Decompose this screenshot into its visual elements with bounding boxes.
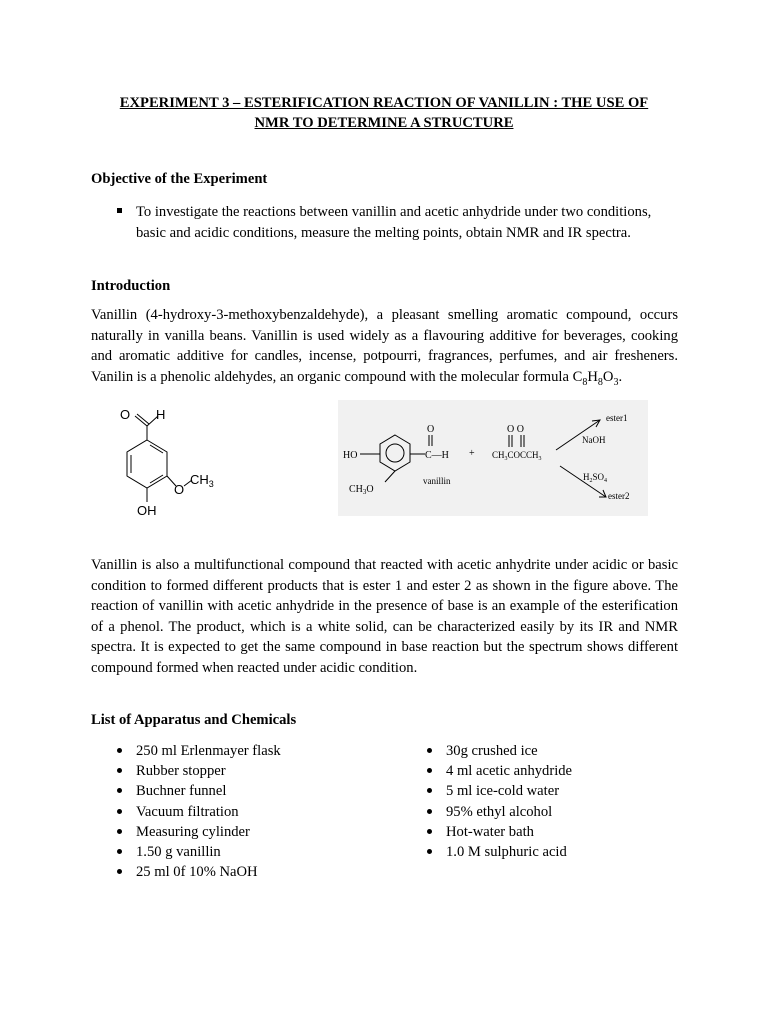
list-item: Hot-water bath (427, 822, 572, 842)
objective-heading: Objective of the Experiment (91, 171, 268, 187)
bullet-icon (427, 829, 432, 834)
bullet-icon (427, 748, 432, 753)
anhydride-oxygens: O O (507, 424, 524, 435)
carbonyl-o-label: O (427, 424, 435, 435)
apparatus-heading: List of Apparatus and Chemicals (91, 712, 297, 728)
list-item: Buchner funnel (117, 781, 281, 801)
molecular-formula: $C_8H_8O_3$. (572, 368, 623, 388)
methyl-label: $CH_3$ (190, 472, 214, 489)
experiment-title (80, 93, 688, 133)
list-item: 4 ml acetic anhydride (427, 761, 572, 781)
bullet-icon (117, 748, 122, 753)
bullet-icon (427, 809, 432, 814)
benzene-ring (127, 440, 167, 488)
bullet-icon (117, 849, 122, 854)
bullet-icon (117, 768, 122, 773)
objective-list (117, 202, 679, 243)
list-item: 250 ml Erlenmayer flask (117, 741, 281, 761)
atom-h-label: H (156, 407, 166, 422)
objective-text: To investigate the reactions between vanillin and acetic anhydride under two conditions, basic and acidic conditions, measure the melting points, obtain NMR and IR spectra. (136, 204, 652, 241)
vanillin-structure-figure (110, 396, 230, 521)
hydroxyl-label: OH (137, 503, 157, 518)
bullet-icon (427, 768, 432, 773)
bullet-icon (117, 869, 122, 874)
list-item: 25 ml 0f 10% NaOH (117, 862, 281, 882)
atom-o-label: O (120, 407, 131, 422)
list-item: Rubber stopper (117, 761, 281, 781)
plus-sign: + (469, 448, 475, 459)
apparatus-list-left (117, 741, 281, 882)
methoxy-label: $CH_3O$ (349, 484, 374, 496)
list-item: Vacuum filtration (117, 802, 281, 822)
ester1-label: ester1 (606, 413, 628, 423)
introduction-paragraph-1 (91, 305, 678, 387)
reaction-scheme-figure (338, 400, 648, 516)
list-item (117, 202, 679, 243)
introduction-heading: Introduction (91, 278, 171, 294)
acetic-anhydride-label: $CH_3COCCH_3$ (492, 450, 542, 462)
h2so4-label: $H_2SO_4$ (583, 472, 608, 484)
list-item: Measuring cylinder (117, 822, 281, 842)
ester2-label: ester2 (608, 491, 630, 501)
list-item: 95% ethyl alcohol (427, 802, 572, 822)
reaction-benzene-ring (380, 435, 410, 471)
intro-text: Vanillin (4-hydroxy-3-methoxybenzaldehyde), a pleasant smelling aromatic compound, occurs naturally in vanilla beans. Vanillin is used widely as a flavouring additive for beverages, cooking and aromatic additive for candles, incense, potpourri, fragrances, perfumes, and air fresheners. Vanilin is a phenolic aldehydes, an organic compound with the molecular formula (91, 307, 678, 385)
list-item: 5 ml ice-cold water (427, 781, 572, 801)
square-bullet-icon (117, 208, 122, 213)
list-item: 1.0 M sulphuric acid (427, 842, 572, 862)
apparatus-list-right (427, 741, 572, 862)
bullet-icon (427, 849, 432, 854)
list-item: 30g crushed ice (427, 741, 572, 761)
ho-label: HO (343, 450, 358, 461)
aldehyde-label: C—H (425, 450, 449, 461)
bullet-icon (117, 788, 122, 793)
list-item: 1.50 g vanillin (117, 842, 281, 862)
atom-o2-label: O (174, 482, 185, 497)
vanillin-label: vanillin (423, 476, 451, 486)
naoh-label: NaOH (582, 435, 606, 445)
bullet-icon (117, 829, 122, 834)
bullet-icon (427, 788, 432, 793)
title-line-1: EXPERIMENT 3 – ESTERIFICATION REACTION OF VANILLIN : THE USE OF (119, 95, 649, 111)
title-line-2: NMR TO DETERMINE A STRUCTURE (254, 115, 514, 131)
bullet-icon (117, 809, 122, 814)
introduction-paragraph-2: Vanillin is also a multifunctional compound that reacted with acetic anhydrite under acidic or basic condition to formed different products that is ester 1 and ester 2 as shown in the figure above. The reaction of vanillin with acetic anhydride in the presence of base is an example of the esterification of a phenol. The product, which is a white solid, can be characterized easily by its IR and NMR spectra. It is expected to get the same compound in base reaction but the spectrum shows different compound formed when reacted under acidic condition. (91, 557, 678, 676)
